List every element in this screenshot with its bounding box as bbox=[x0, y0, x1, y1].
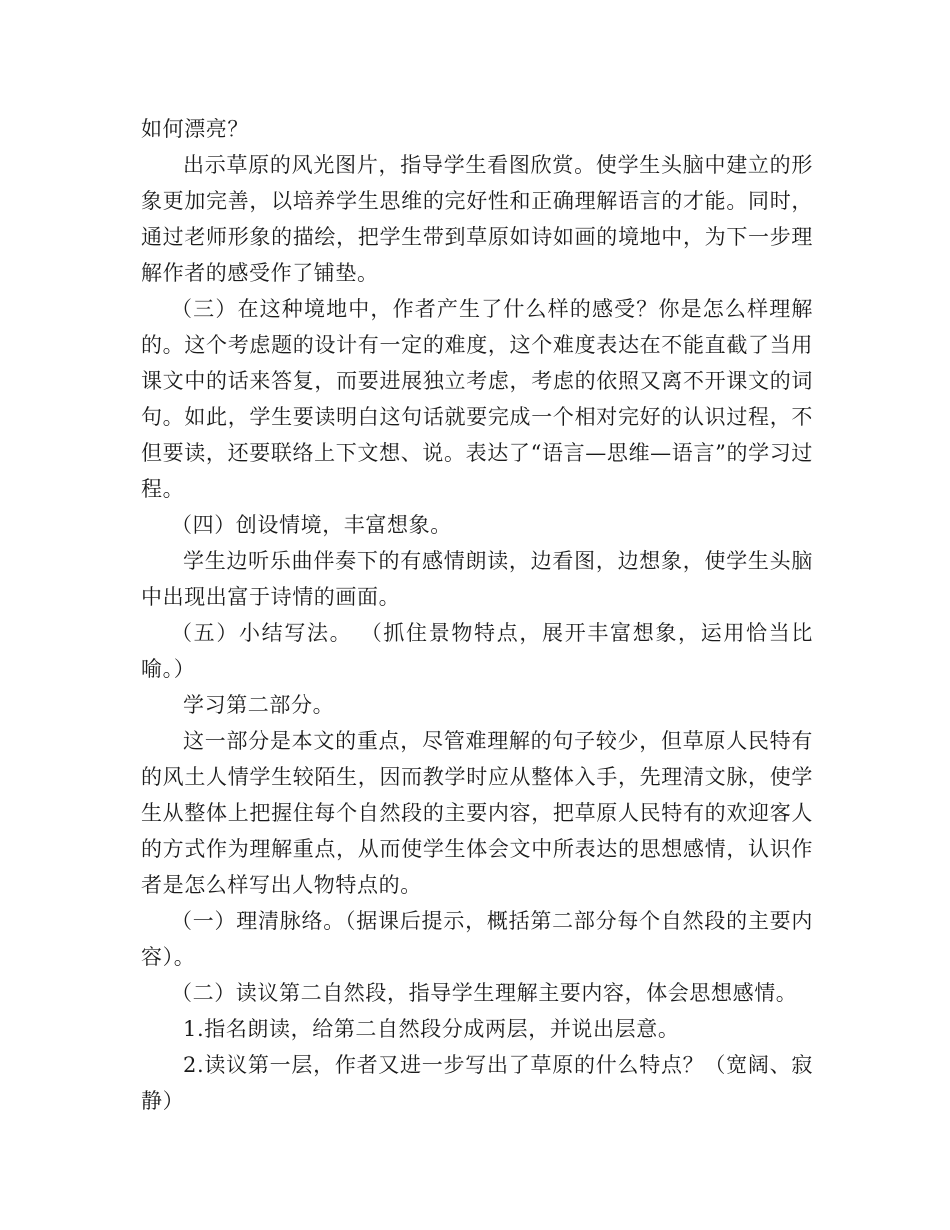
paragraph-step-two: （二）读议第二自然段，指导学生理解主要内容，体会思想感情。 bbox=[171, 981, 798, 1005]
paragraph-item-two: 2.读议第一层，作者又进一步写出了草原的什么特点？（宽阔、寂静） bbox=[141, 1053, 813, 1113]
paragraph-part-two-overview: 这一部分是本文的重点，尽管难理解的句子较少，但草原人民特有的风土人情学生较陌生，因而教学时应从整体入手，先理清文脉，使学生从整体上把握住每个自然段的主要内容，把草原人民特有的欢迎客人的方式作为理解重点，从而使学生体会文中所表达的思想感情，认识作者是怎么样写出人物特点的。 bbox=[141, 729, 813, 897]
paragraph-section-five: （五）小结写法。 （抓住景物特点，展开丰富想象，运用恰当比喻。） bbox=[141, 621, 813, 681]
paragraph-part-two-heading: 学习第二部分。 bbox=[183, 693, 335, 717]
paragraph-grassland-pictures: 出示草原的风光图片，指导学生看图欣赏。使学生头脑中建立的形象更加完善，以培养学生思维的完好性和正确理解语言的才能。同时，通过老师形象的描绘，把学生带到草原如诗如画的境地中，为下一步理解作者的感受作了铺垫。 bbox=[141, 153, 813, 285]
paragraph-step-one: （一）理清脉络。（据课后提示，概括第二部分每个自然段的主要内容）。 bbox=[141, 909, 813, 969]
paragraph-continuation: 如何漂亮？ bbox=[141, 117, 249, 141]
paragraph-section-four: （四）创设情境，丰富想象。 bbox=[171, 513, 452, 537]
paragraph-music-reading: 学生边听乐曲伴奏下的有感情朗读，边看图，边想象，使学生头脑中出现出富于诗情的画面。 bbox=[141, 549, 813, 609]
document-body bbox=[141, 111, 813, 1119]
paragraph-section-three: （三）在这种境地中，作者产生了什么样的感受？你是怎么样理解的。这个考虑题的设计有一定的难度，这个难度表达在不能直截了当用课文中的话来答复，而要进展独立考虑，考虑的依照又离不开课文的词句。如此，学生要读明白这句话就要完成一个相对完好的认识过程，不但要读，还要联络上下文想、说。表达了“语言—思维—语言”的学习过程。 bbox=[141, 297, 813, 501]
paragraph-item-one: 1.指名朗读，给第二自然段分成两层，并说出层意。 bbox=[183, 1017, 680, 1041]
